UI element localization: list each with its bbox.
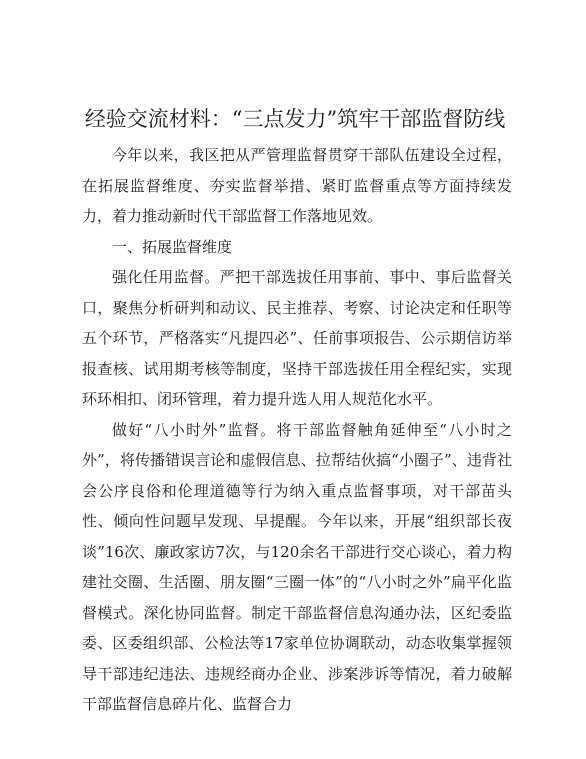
document-body [82,140,512,720]
document-title: 经验交流材料：“三点发力”筑牢干部监督防线 [84,107,506,131]
intro-paragraph: 今年以来，我区把从严管理监督贯穿干部队伍建设全过程，在拓展监督维度、夯实监督举措、紧盯监督重点等方面持续发力，着力推动新时代干部监督工作落地见效。 [82,146,512,225]
appointment-supervision-paragraph: 强化任用监督。严把干部选拔任用事前、事中、事后监督关口，聚焦分析研判和动议、民主推荐、考察、讨论决定和任职等五个环节，严格落实“凡提四必”、任前事项报告、公示期信访举报查核、试用期考核等制度，坚持干部选拔任用全程纪实，实现环环相扣、闭环管理，着力提升选人用人规范化水平。 [82,268,512,408]
section-heading: 一、拓展监督维度 [112,237,233,256]
after-hours-supervision-paragraph: 做好“八小时外”监督。将干部监督触角延伸至“八小时之外”，将传播错误言论和虚假信息、拉帮结伙搞“小圈子”、违背社会公序良俗和伦理道德等行为纳入重点监督事项，对干部苗头性、倾向性问题早发现、早提醒。今年以来，开展“组织部长夜谈”16次、廉政家访7次，与120余名干部进行交心谈心，着力构建社交圈、生活圈、朋友圈“三圈一体”的“八小时之外”扁平化监督模式。深化协同监督。制定干部监督信息沟通办法，区纪委监委、区委组织部、公检法等17家单位协调联动，动态收集掌握领导干部违纪违法、违规经商办企业、涉案涉诉等情况，着力破解干部监督信息碎片化、监督合力 [82,420,512,713]
